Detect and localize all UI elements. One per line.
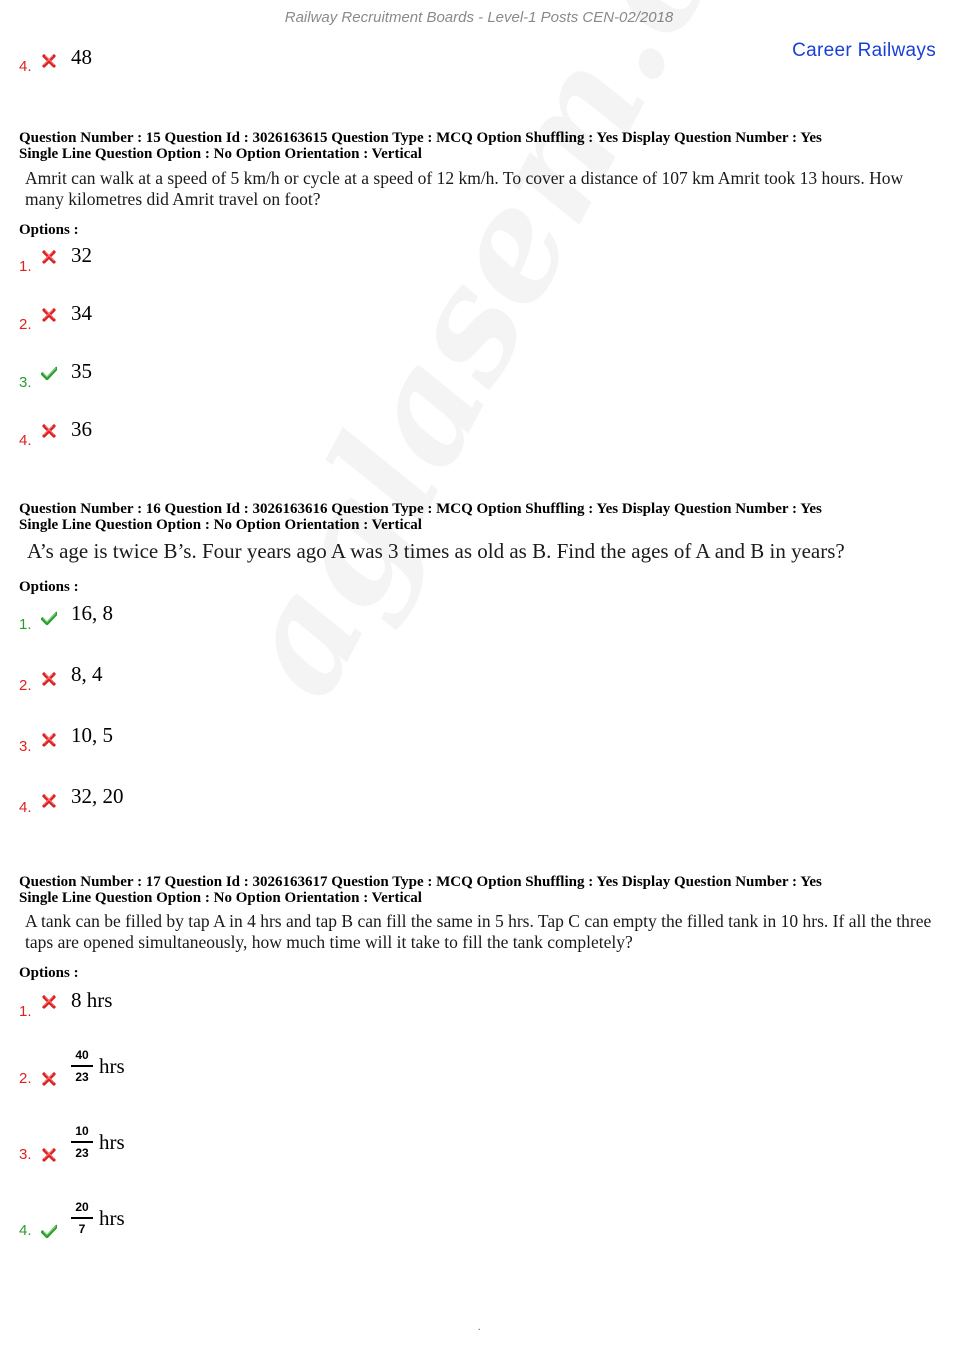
fraction-denominator: 7 [78,1221,86,1236]
option-value: 32 [71,243,92,267]
question-meta: Question Number : 16 Question Id : 3026163616 Question Type : MCQ Option Shuffling : Yes Display Question Number : Yes [19,501,822,517]
question-meta: Question Number : 17 Question Id : 3026163617 Question Type : MCQ Option Shuffling : Yes Display Question Number : Yes [19,874,822,890]
option-value: 32, 20 [71,784,124,808]
option-number: 3. [19,374,32,391]
cross-icon [41,994,57,1010]
option-value: 16, 8 [71,601,113,625]
question-meta-line2: Single Line Question Option : No Option Orientation : Vertical [19,146,422,162]
option-value: 34 [71,301,92,325]
fraction-denominator: 23 [75,1069,89,1084]
option-fraction [71,1048,93,1084]
footer-dot: . [478,1322,481,1333]
check-icon [41,1223,57,1239]
question-meta-line2: Single Line Question Option : No Option Orientation : Vertical [19,890,422,906]
options-label: Options : [19,965,79,981]
option-number: 2. [19,316,32,333]
option-unit: hrs [99,1206,125,1230]
option-number: 1. [19,616,32,633]
option-unit: hrs [99,1054,125,1078]
cross-icon [41,793,57,809]
option-number: 4. [19,799,32,816]
option-number: 2. [19,677,32,694]
brand-label: Career Railways [792,40,936,61]
option-number: 3. [19,738,32,755]
option-row[interactable] [19,1045,219,1095]
cross-icon [41,732,57,748]
check-icon [41,610,57,626]
watermark-logo [200,0,870,723]
option-number: 1. [19,258,32,275]
option-number: 4. [19,1222,32,1239]
fraction-numerator: 10 [75,1124,89,1138]
fraction-bar [71,1141,93,1143]
question-text: A tank can be filled by tap A in 4 hrs and tap B can fill the same in 5 hrs. Tap C can empty the filled tank in 10 hrs. If all the three taps are opened simultaneously, how much time will it take to fill the tank completely? [25,911,932,952]
option-value: 36 [71,417,92,441]
cross-icon [41,249,57,265]
option-number: 2. [19,1070,32,1087]
option-value: 35 [71,359,92,383]
option-number: 4. [19,432,32,449]
cross-icon [41,671,57,687]
option-number: 3. [19,1146,32,1163]
cross-icon [41,53,57,69]
question-text: A’s age is twice B’s. Four years ago A was 3 times as old as B. Find the ages of A and B in years? [27,539,845,563]
question-meta: Question Number : 15 Question Id : 3026163615 Question Type : MCQ Option Shuffling : Yes Display Question Number : Yes [19,130,822,146]
cross-icon [41,1071,57,1087]
option-row[interactable] [19,1121,219,1171]
fraction-bar [71,1217,93,1219]
question-meta-line2: Single Line Question Option : No Option Orientation : Vertical [19,517,422,533]
option-row[interactable] [19,1197,219,1247]
cross-icon [41,1147,57,1163]
fraction-bar [71,1065,93,1067]
cross-icon [41,307,57,323]
fraction-numerator: 40 [75,1048,89,1062]
option-value: 8, 4 [71,662,103,686]
option-value: 8 hrs [71,988,113,1012]
options-label: Options : [19,222,79,238]
option-value: 10, 5 [71,723,113,747]
fraction-denominator: 23 [75,1145,89,1160]
fraction-numerator: 20 [75,1200,89,1214]
option-unit: hrs [99,1130,125,1154]
option-value: 48 [71,45,92,69]
option-number: 1. [19,1003,32,1020]
page-header-title: Railway Recruitment Boards - Level-1 Posts CEN-02/2018 [284,9,674,26]
option-fraction [71,1124,93,1160]
options-label: Options : [19,579,79,595]
check-icon [41,365,57,381]
question-text: Amrit can walk at a speed of 5 km/h or cycle at a speed of 12 km/h. To cover a distance of 107 km Amrit took 13 hours. How many kilometres did Amrit travel on foot? [25,168,904,209]
option-fraction [71,1200,93,1236]
cross-icon [41,423,57,439]
option-number: 4. [19,58,32,75]
